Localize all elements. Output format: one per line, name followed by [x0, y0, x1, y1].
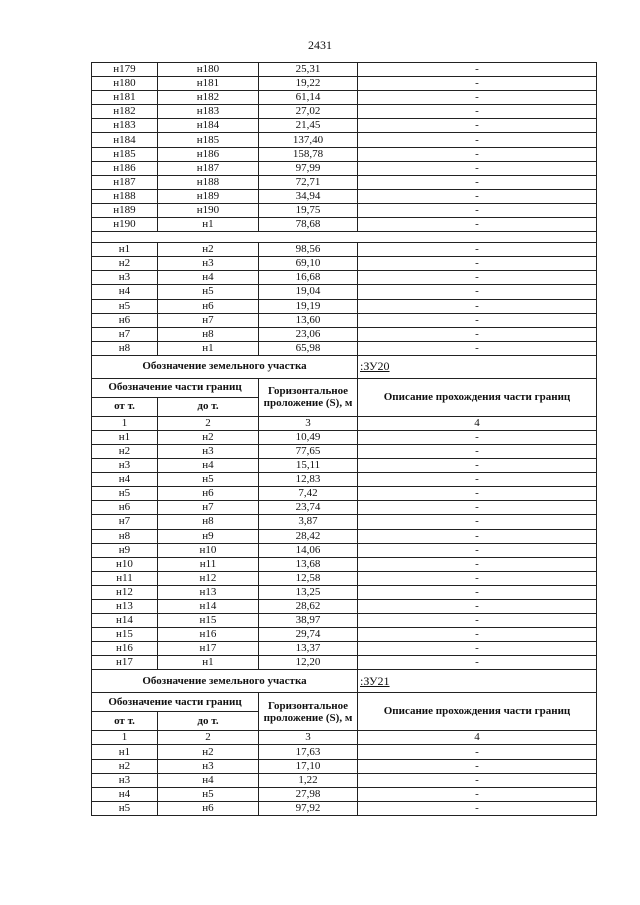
distance-cell: 13,68	[259, 557, 358, 571]
distance-cell: 29,74	[259, 628, 358, 642]
from-point-cell: н5	[92, 801, 158, 815]
description-label: Описание прохождения части границ	[358, 693, 597, 731]
table-row	[92, 557, 597, 571]
parcel-cadastral-number: :ЗУ20	[358, 355, 597, 378]
distance-cell: 1,22	[259, 773, 358, 787]
description-cell: -	[358, 299, 597, 313]
description-cell: -	[358, 243, 597, 257]
to-label: до т.	[158, 397, 259, 416]
table-row	[92, 105, 597, 119]
description-cell: -	[358, 600, 597, 614]
horizontal-label: Горизонтальное проложение (S), м	[259, 693, 358, 731]
distance-cell: 13,25	[259, 585, 358, 599]
table-row	[92, 801, 597, 815]
to-point-cell: н1	[158, 656, 259, 670]
description-cell: -	[358, 444, 597, 458]
from-point-cell: н187	[92, 175, 158, 189]
from-point-cell: н2	[92, 444, 158, 458]
to-label: до т.	[158, 712, 259, 731]
boundary-table	[91, 62, 597, 816]
distance-cell: 25,31	[259, 63, 358, 77]
separator-row	[92, 232, 597, 243]
to-point-cell: н8	[158, 327, 259, 341]
distance-cell: 15,11	[259, 459, 358, 473]
from-point-cell: н3	[92, 773, 158, 787]
from-point-cell: н5	[92, 487, 158, 501]
description-cell: -	[358, 313, 597, 327]
from-point-cell: н17	[92, 656, 158, 670]
from-point-cell: н7	[92, 515, 158, 529]
column-number-row	[92, 731, 597, 745]
from-point-cell: н6	[92, 501, 158, 515]
description-cell: -	[358, 557, 597, 571]
distance-cell: 21,45	[259, 119, 358, 133]
separator-cell	[92, 232, 597, 243]
distance-cell: 23,74	[259, 501, 358, 515]
from-point-cell: н183	[92, 119, 158, 133]
distance-cell: 78,68	[259, 218, 358, 232]
column-number: 2	[158, 416, 259, 430]
column-number: 3	[259, 731, 358, 745]
from-label: от т.	[92, 397, 158, 416]
to-point-cell: н2	[158, 430, 259, 444]
table-row	[92, 529, 597, 543]
from-point-cell: н6	[92, 313, 158, 327]
to-point-cell: н10	[158, 543, 259, 557]
description-cell: -	[358, 787, 597, 801]
description-cell: -	[358, 175, 597, 189]
table-row	[92, 585, 597, 599]
table-row	[92, 119, 597, 133]
page-number: 2431	[308, 38, 332, 52]
parcel-cadastral-number: :ЗУ21	[358, 670, 597, 693]
table-row	[92, 656, 597, 670]
to-point-cell: н180	[158, 63, 259, 77]
table-row	[92, 299, 597, 313]
from-point-cell: н7	[92, 327, 158, 341]
from-point-cell: н184	[92, 133, 158, 147]
description-cell: -	[358, 341, 597, 355]
description-cell: -	[358, 614, 597, 628]
to-point-cell: н11	[158, 557, 259, 571]
description-cell: -	[358, 585, 597, 599]
from-point-cell: н179	[92, 63, 158, 77]
from-point-cell: н1	[92, 243, 158, 257]
table-row	[92, 133, 597, 147]
distance-cell: 13,60	[259, 313, 358, 327]
distance-cell: 23,06	[259, 327, 358, 341]
distance-cell: 158,78	[259, 147, 358, 161]
boundary-label: Обозначение части границ	[92, 378, 259, 397]
table-row	[92, 189, 597, 203]
to-point-cell: н14	[158, 600, 259, 614]
description-cell: -	[358, 543, 597, 557]
table-row	[92, 161, 597, 175]
to-point-cell: н182	[158, 91, 259, 105]
from-point-cell: н5	[92, 299, 158, 313]
from-point-cell: н8	[92, 529, 158, 543]
description-cell: -	[358, 501, 597, 515]
to-point-cell: н4	[158, 459, 259, 473]
table-row	[92, 91, 597, 105]
to-point-cell: н185	[158, 133, 259, 147]
to-point-cell: н6	[158, 487, 259, 501]
from-point-cell: н15	[92, 628, 158, 642]
description-cell: -	[358, 77, 597, 91]
table-row	[92, 175, 597, 189]
table-row	[92, 147, 597, 161]
table-row	[92, 285, 597, 299]
description-cell: -	[358, 430, 597, 444]
distance-cell: 97,99	[259, 161, 358, 175]
description-cell: -	[358, 628, 597, 642]
from-point-cell: н4	[92, 473, 158, 487]
column-number: 1	[92, 416, 158, 430]
description-cell: -	[358, 271, 597, 285]
description-cell: -	[358, 529, 597, 543]
from-point-cell: н1	[92, 430, 158, 444]
table-row	[92, 313, 597, 327]
to-point-cell: н181	[158, 77, 259, 91]
column-number-row	[92, 416, 597, 430]
distance-cell: 69,10	[259, 257, 358, 271]
parcel-label: Обозначение земельного участка	[92, 670, 358, 693]
horizontal-label: Горизонтальное проложение (S), м	[259, 378, 358, 416]
distance-cell: 77,65	[259, 444, 358, 458]
boundary-label: Обозначение части границ	[92, 693, 259, 712]
description-label: Описание прохождения части границ	[358, 378, 597, 416]
description-cell: -	[358, 327, 597, 341]
distance-cell: 17,63	[259, 745, 358, 759]
table-row	[92, 642, 597, 656]
from-point-cell: н4	[92, 285, 158, 299]
to-point-cell: н13	[158, 585, 259, 599]
from-point-cell: н2	[92, 759, 158, 773]
to-point-cell: н7	[158, 501, 259, 515]
distance-cell: 27,02	[259, 105, 358, 119]
description-cell: -	[358, 656, 597, 670]
distance-cell: 3,87	[259, 515, 358, 529]
to-point-cell: н2	[158, 745, 259, 759]
description-cell: -	[358, 63, 597, 77]
description-cell: -	[358, 203, 597, 217]
column-number: 4	[358, 416, 597, 430]
description-cell: -	[358, 571, 597, 585]
header-row	[92, 378, 597, 397]
from-point-cell: н14	[92, 614, 158, 628]
description-cell: -	[358, 459, 597, 473]
distance-cell: 13,37	[259, 642, 358, 656]
to-point-cell: н3	[158, 444, 259, 458]
to-point-cell: н3	[158, 759, 259, 773]
table-row	[92, 543, 597, 557]
to-point-cell: н5	[158, 285, 259, 299]
table-row	[92, 628, 597, 642]
table-row	[92, 745, 597, 759]
from-point-cell: н4	[92, 787, 158, 801]
to-point-cell: н9	[158, 529, 259, 543]
description-cell: -	[358, 91, 597, 105]
table-row	[92, 341, 597, 355]
to-point-cell: н6	[158, 299, 259, 313]
from-point-cell: н180	[92, 77, 158, 91]
from-point-cell: н190	[92, 218, 158, 232]
from-point-cell: н2	[92, 257, 158, 271]
distance-cell: 10,49	[259, 430, 358, 444]
description-cell: -	[358, 285, 597, 299]
distance-cell: 19,19	[259, 299, 358, 313]
description-cell: -	[358, 105, 597, 119]
table-row	[92, 444, 597, 458]
distance-cell: 19,75	[259, 203, 358, 217]
from-point-cell: н10	[92, 557, 158, 571]
from-point-cell: н11	[92, 571, 158, 585]
table-row	[92, 600, 597, 614]
to-point-cell: н7	[158, 313, 259, 327]
distance-cell: 7,42	[259, 487, 358, 501]
distance-cell: 38,97	[259, 614, 358, 628]
distance-cell: 28,42	[259, 529, 358, 543]
column-number: 4	[358, 731, 597, 745]
description-cell: -	[358, 759, 597, 773]
to-point-cell: н1	[158, 218, 259, 232]
distance-cell: 12,20	[259, 656, 358, 670]
from-point-cell: н12	[92, 585, 158, 599]
description-cell: -	[358, 147, 597, 161]
to-point-cell: н189	[158, 189, 259, 203]
to-point-cell: н5	[158, 787, 259, 801]
table-row	[92, 759, 597, 773]
from-point-cell: н182	[92, 105, 158, 119]
description-cell: -	[358, 189, 597, 203]
from-point-cell: н181	[92, 91, 158, 105]
distance-cell: 65,98	[259, 341, 358, 355]
description-cell: -	[358, 133, 597, 147]
distance-cell: 27,98	[259, 787, 358, 801]
description-cell: -	[358, 515, 597, 529]
table-row	[92, 327, 597, 341]
from-point-cell: н189	[92, 203, 158, 217]
table-row	[92, 614, 597, 628]
to-point-cell: н187	[158, 161, 259, 175]
to-point-cell: н15	[158, 614, 259, 628]
from-point-cell: н13	[92, 600, 158, 614]
description-cell: -	[358, 801, 597, 815]
description-cell: -	[358, 218, 597, 232]
from-point-cell: н3	[92, 459, 158, 473]
table-row	[92, 473, 597, 487]
distance-cell: 19,04	[259, 285, 358, 299]
table-row	[92, 487, 597, 501]
from-label: от т.	[92, 712, 158, 731]
distance-cell: 28,62	[259, 600, 358, 614]
distance-cell: 97,92	[259, 801, 358, 815]
parcel-title-row	[92, 670, 597, 693]
to-point-cell: н6	[158, 801, 259, 815]
to-point-cell: н8	[158, 515, 259, 529]
from-point-cell: н16	[92, 642, 158, 656]
column-number: 3	[259, 416, 358, 430]
from-point-cell: н186	[92, 161, 158, 175]
to-point-cell: н1	[158, 341, 259, 355]
description-cell: -	[358, 487, 597, 501]
parcel-title-row	[92, 355, 597, 378]
distance-cell: 61,14	[259, 91, 358, 105]
to-point-cell: н12	[158, 571, 259, 585]
distance-cell: 14,06	[259, 543, 358, 557]
to-point-cell: н188	[158, 175, 259, 189]
distance-cell: 16,68	[259, 271, 358, 285]
table-row	[92, 787, 597, 801]
description-cell: -	[358, 257, 597, 271]
to-point-cell: н3	[158, 257, 259, 271]
from-point-cell: н3	[92, 271, 158, 285]
table-row	[92, 218, 597, 232]
description-cell: -	[358, 119, 597, 133]
to-point-cell: н4	[158, 773, 259, 787]
distance-cell: 72,71	[259, 175, 358, 189]
distance-cell: 17,10	[259, 759, 358, 773]
table-row	[92, 515, 597, 529]
description-cell: -	[358, 745, 597, 759]
description-cell: -	[358, 773, 597, 787]
distance-cell: 12,58	[259, 571, 358, 585]
table-row	[92, 271, 597, 285]
distance-cell: 12,83	[259, 473, 358, 487]
from-point-cell: н185	[92, 147, 158, 161]
table-row	[92, 77, 597, 91]
header-row	[92, 693, 597, 712]
to-point-cell: н184	[158, 119, 259, 133]
to-point-cell: н183	[158, 105, 259, 119]
from-point-cell: н8	[92, 341, 158, 355]
from-point-cell: н1	[92, 745, 158, 759]
distance-cell: 137,40	[259, 133, 358, 147]
distance-cell: 34,94	[259, 189, 358, 203]
description-cell: -	[358, 161, 597, 175]
table-row	[92, 203, 597, 217]
to-point-cell: н5	[158, 473, 259, 487]
parcel-label: Обозначение земельного участка	[92, 355, 358, 378]
table-row	[92, 773, 597, 787]
to-point-cell: н4	[158, 271, 259, 285]
description-cell: -	[358, 642, 597, 656]
from-point-cell: н9	[92, 543, 158, 557]
description-cell: -	[358, 473, 597, 487]
to-point-cell: н2	[158, 243, 259, 257]
table-row	[92, 63, 597, 77]
table-row	[92, 243, 597, 257]
distance-cell: 98,56	[259, 243, 358, 257]
column-number: 1	[92, 731, 158, 745]
column-number: 2	[158, 731, 259, 745]
to-point-cell: н17	[158, 642, 259, 656]
table-row	[92, 571, 597, 585]
to-point-cell: н190	[158, 203, 259, 217]
to-point-cell: н16	[158, 628, 259, 642]
table-row	[92, 501, 597, 515]
table-row	[92, 257, 597, 271]
to-point-cell: н186	[158, 147, 259, 161]
table-row	[92, 430, 597, 444]
table-row	[92, 459, 597, 473]
from-point-cell: н188	[92, 189, 158, 203]
distance-cell: 19,22	[259, 77, 358, 91]
